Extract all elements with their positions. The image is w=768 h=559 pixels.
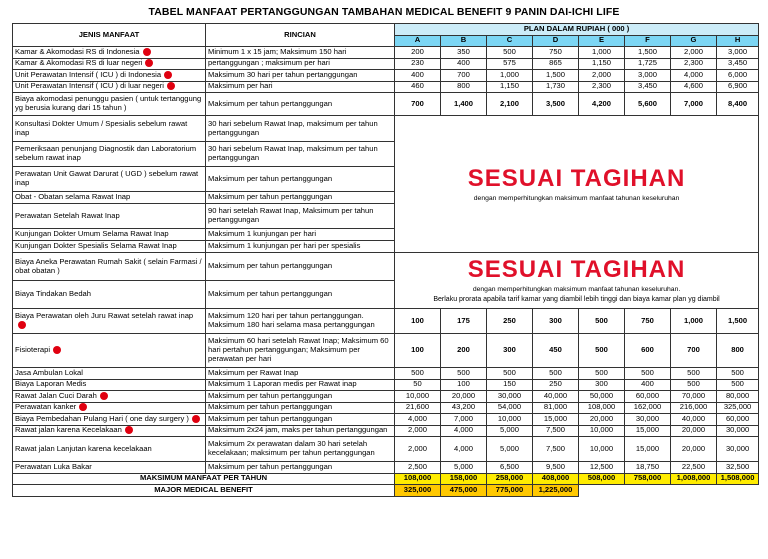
plan-value: 400 xyxy=(395,70,441,82)
plan-value: 32,500 xyxy=(717,462,759,474)
benefit-detail-text: Maksimum per tahun pertanggungan xyxy=(208,98,333,108)
plan-value: 162,000 xyxy=(625,402,671,414)
plan-value: 4,200 xyxy=(579,93,625,116)
major-empty xyxy=(579,485,759,497)
red-marker-icon xyxy=(143,48,151,56)
total-value: 758,000 xyxy=(625,473,671,485)
benefit-label-text: Jasa Ambulan Lokal xyxy=(15,367,83,377)
plan-value: 500 xyxy=(671,379,717,391)
plan-value: 10,000 xyxy=(579,425,625,437)
benefit-label xyxy=(13,70,206,82)
total-label: MAKSIMUM MANFAAT PER TAHUN xyxy=(13,473,395,485)
benefit-label-text: Perawatan Setelah Rawat Inap xyxy=(15,210,120,220)
plan-value: 21,600 xyxy=(395,402,441,414)
benefit-label xyxy=(13,414,206,426)
benefit-detail xyxy=(206,414,395,426)
red-marker-icon xyxy=(145,59,153,67)
benefit-detail xyxy=(206,391,395,403)
benefit-detail-text: Maksimum 1 kunjungan per hari xyxy=(208,229,317,239)
benefit-detail xyxy=(206,379,395,391)
plan-value: 1,500 xyxy=(533,70,579,82)
plan-value: 4,600 xyxy=(671,81,717,93)
plan-letter: G xyxy=(671,35,717,47)
benefit-detail-text: 30 hari sebelum Rawat Inap, maksimum per tahun pertanggungan xyxy=(208,144,378,162)
plan-value: 500 xyxy=(717,379,759,391)
benefit-detail-text: Maksimum per tahun pertanggungan xyxy=(208,390,333,400)
red-marker-icon xyxy=(100,392,108,400)
benefit-detail xyxy=(206,309,395,334)
sesuai-tagihan-headline: SESUAI TAGIHAN xyxy=(467,255,686,283)
plan-value: 7,000 xyxy=(441,414,487,426)
plan-value: 1,150 xyxy=(579,58,625,70)
benefit-label-text: Kamar & Akomodasi RS di luar negeri xyxy=(15,58,143,68)
plan-value: 2,000 xyxy=(395,437,441,462)
plan-value: 1,730 xyxy=(533,81,579,93)
benefit-label xyxy=(13,309,206,334)
table-row xyxy=(13,425,759,437)
plan-value: 20,000 xyxy=(671,425,717,437)
total-row xyxy=(13,473,759,485)
plan-value: 1,400 xyxy=(441,93,487,116)
benefit-detail-text: Maksimum per tahun pertanggungan xyxy=(208,173,333,183)
benefit-detail-text: Maksimum per tahun pertanggungan xyxy=(208,261,333,271)
benefit-label xyxy=(13,379,206,391)
major-value: 325,000 xyxy=(395,485,441,497)
table-row xyxy=(13,47,759,59)
benefit-detail-text: Maksimum 1 Laporan medis per Rawat inap xyxy=(208,379,357,389)
benefit-label xyxy=(13,58,206,70)
benefit-detail-text: Maksimum 2x perawatan dalam 30 hari setelah kecelakaan; maksimum per tahun pertanggungan xyxy=(208,439,375,457)
plan-value: 18,750 xyxy=(625,462,671,474)
benefit-label xyxy=(13,391,206,403)
benefit-detail xyxy=(206,334,395,368)
table-row xyxy=(13,437,759,462)
plan-value: 7,500 xyxy=(533,437,579,462)
plan-value: 500 xyxy=(487,368,533,380)
table-title: TABEL MANFAAT PERTANGGUNGAN TAMBAHAN MEDICAL BENEFIT 9 PANIN DAI-ICHI LIFE xyxy=(148,6,620,18)
plan-value: 12,500 xyxy=(579,462,625,474)
plan-value: 460 xyxy=(395,81,441,93)
plan-letter: E xyxy=(579,35,625,47)
plan-value: 81,000 xyxy=(533,402,579,414)
benefit-label-text: Obat - Obatan selama Rawat Inap xyxy=(15,192,131,202)
benefit-label xyxy=(13,192,206,204)
benefit-detail xyxy=(206,47,395,59)
plan-value: 40,000 xyxy=(671,414,717,426)
benefit-detail xyxy=(206,368,395,380)
red-marker-icon xyxy=(167,82,175,90)
plan-value: 450 xyxy=(533,334,579,368)
benefit-detail xyxy=(206,462,395,474)
plan-value: 9,500 xyxy=(533,462,579,474)
total-value: 108,000 xyxy=(395,473,441,485)
plan-value: 4,000 xyxy=(671,70,717,82)
plan-value: 250 xyxy=(487,309,533,334)
benefit-label-text: Pemeriksaan penunjang Diagnostik dan Laboratorium sebelum rawat inap xyxy=(15,144,197,162)
plan-letter: C xyxy=(487,35,533,47)
plan-letter: B xyxy=(441,35,487,47)
sesuai-tagihan-prorata-note: Berlaku prorata apabila tarif kamar yang diambil lebih tinggi dan biaya kamar plan yg diambil xyxy=(433,295,720,303)
plan-value: 30,000 xyxy=(625,414,671,426)
plan-value: 1,725 xyxy=(625,58,671,70)
plan-value: 230 xyxy=(395,58,441,70)
table-row xyxy=(13,391,759,403)
plan-value: 2,000 xyxy=(671,47,717,59)
benefit-label-text: Biaya akomodasi penunggu pasien ( untuk tertanggung yg berusia kurang dari 15 tahun ) xyxy=(15,94,202,112)
benefit-label xyxy=(13,462,206,474)
benefit-detail xyxy=(206,425,395,437)
plan-value: 1,000 xyxy=(579,47,625,59)
benefit-label-text: Kunjungan Dokter Spesialis Selama Rawat Inap xyxy=(15,241,177,251)
plan-value: 325,000 xyxy=(717,402,759,414)
benefit-label xyxy=(13,81,206,93)
red-marker-icon xyxy=(53,346,61,354)
total-value: 1,008,000 xyxy=(671,473,717,485)
plan-value: 216,000 xyxy=(671,402,717,414)
benefit-label-text: Perawatan kanker xyxy=(15,402,77,412)
benefit-detail-text: pertanggungan ; maksimum per hari xyxy=(208,58,330,68)
table-row xyxy=(13,116,759,142)
benefit-detail-text: Maksimum 30 hari per tahun pertanggungan xyxy=(208,69,358,79)
benefit-label xyxy=(13,281,206,309)
benefit-label-text: Kamar & Akomodasi RS di Indonesia xyxy=(15,46,140,56)
benefit-detail xyxy=(206,116,395,142)
plan-value: 10,000 xyxy=(395,391,441,403)
benefit-label-text: Rawat Jalan Cuci Darah xyxy=(15,390,97,400)
plan-value: 500 xyxy=(579,309,625,334)
plan-value: 5,600 xyxy=(625,93,671,116)
benefit-detail-text: Maksimum per Rawat Inap xyxy=(208,367,299,377)
table-row xyxy=(13,402,759,414)
benefit-label-text: Biaya Pembedahan Pulang Hari ( one day surgery ) xyxy=(15,413,189,423)
benefit-detail xyxy=(206,229,395,241)
plan-value: 2,000 xyxy=(579,70,625,82)
plan-value: 500 xyxy=(579,334,625,368)
plan-value: 10,000 xyxy=(487,414,533,426)
benefit-detail xyxy=(206,58,395,70)
plan-value: 60,000 xyxy=(625,391,671,403)
benefit-label xyxy=(13,425,206,437)
table-row xyxy=(13,81,759,93)
plan-value: 54,000 xyxy=(487,402,533,414)
table-row xyxy=(13,58,759,70)
plan-value: 3,000 xyxy=(717,47,759,59)
benefit-detail-text: Maksimum 1 kunjungan per hari per spesialis xyxy=(208,241,361,251)
benefit-detail-text: Maksimum 2x24 jam, maks per tahun pertanggungan xyxy=(208,425,388,435)
plan-value: 400 xyxy=(441,58,487,70)
sesuai-tagihan-block xyxy=(395,116,759,253)
plan-value: 500 xyxy=(533,368,579,380)
plan-value: 3,500 xyxy=(533,93,579,116)
plan-value: 500 xyxy=(671,368,717,380)
plan-value: 6,000 xyxy=(717,70,759,82)
plan-value: 15,000 xyxy=(625,425,671,437)
plan-value: 50,000 xyxy=(579,391,625,403)
plan-value: 10,000 xyxy=(579,437,625,462)
red-marker-icon xyxy=(79,403,87,411)
benefit-detail-text: 90 hari setelah Rawat Inap, Maksimum per tahun pertanggungan xyxy=(208,206,374,224)
plan-value: 700 xyxy=(441,70,487,82)
plan-value: 300 xyxy=(533,309,579,334)
plan-value: 40,000 xyxy=(533,391,579,403)
total-value: 408,000 xyxy=(533,473,579,485)
benefit-detail xyxy=(206,142,395,167)
plan-value: 500 xyxy=(579,368,625,380)
benefit-detail xyxy=(206,281,395,309)
total-value: 1,508,000 xyxy=(717,473,759,485)
benefit-detail xyxy=(206,167,395,192)
plan-value: 700 xyxy=(671,334,717,368)
table-row xyxy=(13,309,759,334)
plan-value: 3,450 xyxy=(717,58,759,70)
plan-value: 6,900 xyxy=(717,81,759,93)
plan-value: 600 xyxy=(625,334,671,368)
plan-value: 30,000 xyxy=(717,425,759,437)
plan-value: 250 xyxy=(533,379,579,391)
plan-value: 750 xyxy=(625,309,671,334)
header-plan: PLAN DALAM RUPIAH ( 000 ) xyxy=(395,24,759,36)
benefit-label-text: Perawatan Unit Gawat Darurat ( UGD ) sebelum rawat inap xyxy=(15,169,199,187)
benefit-label xyxy=(13,437,206,462)
plan-letter: H xyxy=(717,35,759,47)
benefit-detail-text: Minimum 1 x 15 jam; Maksimum 150 hari xyxy=(208,46,347,56)
plan-value: 7,500 xyxy=(533,425,579,437)
header-benefit: JENIS MANFAAT xyxy=(13,24,206,47)
benefit-label xyxy=(13,253,206,281)
sesuai-tagihan-note: dengan memperhitungkan maksimum manfaat tahunan keseluruhan xyxy=(473,194,680,202)
major-value: 475,000 xyxy=(441,485,487,497)
plan-value: 100 xyxy=(395,334,441,368)
benefit-label xyxy=(13,229,206,241)
benefit-label-text: Rawat jalan karena Kecelakaan xyxy=(15,425,122,435)
plan-value: 5,000 xyxy=(487,425,533,437)
header-row xyxy=(13,24,759,36)
sesuai-tagihan-block-2 xyxy=(395,253,759,309)
plan-value: 400 xyxy=(625,379,671,391)
table-row xyxy=(13,253,759,281)
plan-value: 350 xyxy=(441,47,487,59)
benefit-detail xyxy=(206,204,395,229)
plan-value: 150 xyxy=(487,379,533,391)
table-row xyxy=(13,462,759,474)
benefit-detail-text: Maksimum 120 hari per tahun pertanggungan. Maksimum 180 hari selama masa pertanggungan xyxy=(208,311,375,329)
benefit-detail xyxy=(206,241,395,253)
plan-value: 2,500 xyxy=(395,462,441,474)
benefit-detail xyxy=(206,192,395,204)
benefit-table xyxy=(12,23,759,497)
benefit-label-text: Biaya Laporan Medis xyxy=(15,379,87,389)
plan-value: 500 xyxy=(487,47,533,59)
sesuai-tagihan-note: dengan memperhitungkan maksimum manfaat tahunan keseluruhan. xyxy=(472,286,681,294)
benefit-label xyxy=(13,142,206,167)
benefit-label xyxy=(13,241,206,253)
benefit-detail-text: Maksimum per tahun pertanggungan xyxy=(208,289,333,299)
table-row xyxy=(13,93,759,116)
benefit-detail-text: Maksimum per tahun pertanggungan xyxy=(208,402,333,412)
plan-value: 8,400 xyxy=(717,93,759,116)
plan-value: 100 xyxy=(441,379,487,391)
plan-value: 6,500 xyxy=(487,462,533,474)
plan-value: 1,500 xyxy=(717,309,759,334)
major-row xyxy=(13,485,759,497)
benefit-label-text: Unit Perawatan Intensif ( ICU ) di luar negeri xyxy=(15,81,164,91)
benefit-detail-text: Maksimum per tahun pertanggungan xyxy=(208,192,333,202)
plan-value: 60,000 xyxy=(717,414,759,426)
benefit-detail-text: 30 hari sebelum Rawat Inap, maksimum per tahun pertanggungan xyxy=(208,118,378,137)
benefit-label-text: Biaya Aneka Perawatan Rumah Sakit ( selain Farmasi / obat obatan ) xyxy=(15,256,202,275)
sesuai-tagihan-headline: SESUAI TAGIHAN xyxy=(467,164,686,192)
table-row xyxy=(13,334,759,368)
red-marker-icon xyxy=(192,415,200,423)
table-row xyxy=(13,368,759,380)
plan-value: 4,000 xyxy=(441,425,487,437)
plan-value: 15,000 xyxy=(533,414,579,426)
benefit-label-text: Biaya Perawatan oleh Juru Rawat setelah rawat inap xyxy=(15,311,194,321)
benefit-detail xyxy=(206,93,395,116)
plan-value: 2,000 xyxy=(395,425,441,437)
benefit-label-text: Kunjungan Dokter Umum Selama Rawat Inap xyxy=(15,229,169,239)
plan-value: 865 xyxy=(533,58,579,70)
plan-value: 2,300 xyxy=(671,58,717,70)
benefit-label-text: Unit Perawatan Intensif ( ICU ) di Indonesia xyxy=(15,69,162,79)
plan-value: 2,300 xyxy=(579,81,625,93)
plan-value: 4,000 xyxy=(395,414,441,426)
benefit-detail xyxy=(206,402,395,414)
benefit-detail-text: Maksimum per tahun pertanggungan xyxy=(208,461,333,471)
plan-value: 7,000 xyxy=(671,93,717,116)
benefit-label xyxy=(13,47,206,59)
plan-value: 50 xyxy=(395,379,441,391)
plan-value: 1,500 xyxy=(625,47,671,59)
total-value: 258,000 xyxy=(487,473,533,485)
benefit-label xyxy=(13,334,206,368)
benefit-detail xyxy=(206,253,395,281)
plan-letter: F xyxy=(625,35,671,47)
plan-value: 200 xyxy=(395,47,441,59)
total-value: 158,000 xyxy=(441,473,487,485)
plan-value: 800 xyxy=(441,81,487,93)
red-marker-icon xyxy=(18,321,26,329)
plan-value: 2,100 xyxy=(487,93,533,116)
plan-value: 22,500 xyxy=(671,462,717,474)
plan-value: 4,000 xyxy=(441,437,487,462)
benefit-label-text: Biaya Tindakan Bedah xyxy=(15,289,91,299)
benefit-label-text: Konsultasi Dokter Umum / Spesialis sebelum rawat inap xyxy=(15,118,188,137)
plan-value: 500 xyxy=(441,368,487,380)
benefit-detail-text: Maksimum 60 hari setelah Rawat Inap; Maksimum 60 hari pertahun pertanggungan; Maksimum per perawatan per hari xyxy=(208,336,389,363)
plan-value: 20,000 xyxy=(671,437,717,462)
plan-letter: A xyxy=(395,35,441,47)
red-marker-icon xyxy=(164,71,172,79)
plan-value: 175 xyxy=(441,309,487,334)
benefit-detail xyxy=(206,81,395,93)
plan-value: 1,000 xyxy=(671,309,717,334)
plan-value: 575 xyxy=(487,58,533,70)
plan-value: 500 xyxy=(717,368,759,380)
major-value: 1,225,000 xyxy=(533,485,579,497)
table-row xyxy=(13,379,759,391)
benefit-label xyxy=(13,93,206,116)
plan-value: 70,000 xyxy=(671,391,717,403)
benefit-detail xyxy=(206,70,395,82)
plan-value: 3,450 xyxy=(625,81,671,93)
benefit-detail-text: Maksimum per tahun pertanggungan xyxy=(208,413,333,423)
plan-value: 30,000 xyxy=(717,437,759,462)
plan-value: 80,000 xyxy=(717,391,759,403)
major-label: MAJOR MEDICAL BENEFIT xyxy=(13,485,395,497)
header-details: RINCIAN xyxy=(206,24,395,47)
benefit-label-text: Fisioterapi xyxy=(15,345,51,355)
plan-value: 300 xyxy=(579,379,625,391)
red-marker-icon xyxy=(125,426,133,434)
plan-value: 1,150 xyxy=(487,81,533,93)
plan-value: 200 xyxy=(441,334,487,368)
plan-value: 43,200 xyxy=(441,402,487,414)
benefit-detail-text: Maksimum per hari xyxy=(208,81,273,91)
plan-value: 30,000 xyxy=(487,391,533,403)
plan-letter: D xyxy=(533,35,579,47)
plan-value: 15,000 xyxy=(625,437,671,462)
benefit-label xyxy=(13,204,206,229)
plan-value: 300 xyxy=(487,334,533,368)
plan-value: 500 xyxy=(395,368,441,380)
benefit-label xyxy=(13,167,206,192)
plan-value: 20,000 xyxy=(441,391,487,403)
plan-value: 1,000 xyxy=(487,70,533,82)
plan-value: 3,000 xyxy=(625,70,671,82)
benefit-detail xyxy=(206,437,395,462)
table-row xyxy=(13,70,759,82)
benefit-label-text: Rawat jalan Lanjutan karena kecelakaan xyxy=(15,443,152,453)
benefit-label xyxy=(13,368,206,380)
table-row xyxy=(13,414,759,426)
plan-value: 750 xyxy=(533,47,579,59)
benefit-label xyxy=(13,116,206,142)
plan-value: 20,000 xyxy=(579,414,625,426)
plan-value: 108,000 xyxy=(579,402,625,414)
plan-value: 800 xyxy=(717,334,759,368)
plan-value: 5,000 xyxy=(441,462,487,474)
major-value: 775,000 xyxy=(487,485,533,497)
plan-value: 700 xyxy=(395,93,441,116)
benefit-label xyxy=(13,402,206,414)
total-value: 508,000 xyxy=(579,473,625,485)
plan-value: 100 xyxy=(395,309,441,334)
plan-value: 500 xyxy=(625,368,671,380)
plan-value: 5,000 xyxy=(487,437,533,462)
benefit-label-text: Perawatan Luka Bakar xyxy=(15,461,92,471)
